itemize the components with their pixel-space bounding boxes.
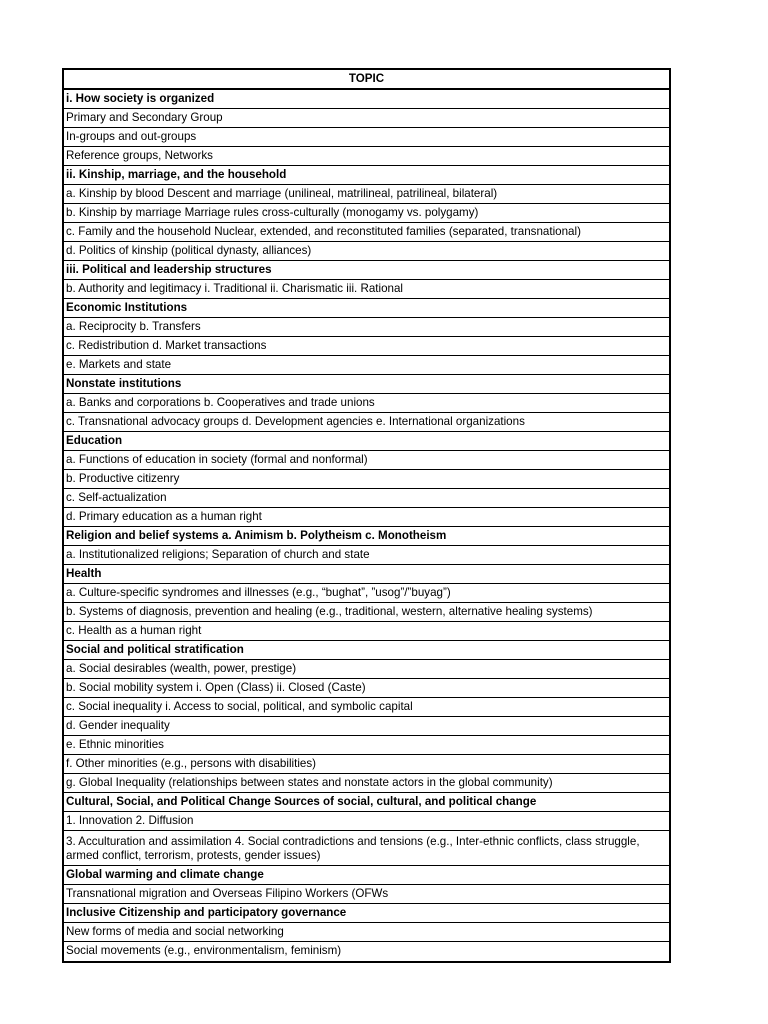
table-header-topic: TOPIC — [64, 70, 669, 90]
table-body — [64, 90, 669, 961]
table-row: b. Productive citizenry — [64, 470, 669, 489]
section-heading-row: iii. Political and leadership structures — [64, 261, 669, 280]
section-heading-row: Nonstate institutions — [64, 375, 669, 394]
table-row: d. Primary education as a human right — [64, 508, 669, 527]
table-row: e. Ethnic minorities — [64, 736, 669, 755]
table-row: a. Institutionalized religions; Separation of church and state — [64, 546, 669, 565]
section-heading-row: Social and political stratification — [64, 641, 669, 660]
table-row: a. Reciprocity b. Transfers — [64, 318, 669, 337]
section-heading-row: Economic Institutions — [64, 299, 669, 318]
table-row: d. Politics of kinship (political dynasty, alliances) — [64, 242, 669, 261]
table-row: b. Authority and legitimacy i. Traditional ii. Charismatic iii. Rational — [64, 280, 669, 299]
table-row: c. Transnational advocacy groups d. Development agencies e. International organizations — [64, 413, 669, 432]
section-heading-row: ii. Kinship, marriage, and the household — [64, 166, 669, 185]
table-row: Transnational migration and Overseas Filipino Workers (OFWs — [64, 885, 669, 904]
table-row: New forms of media and social networking — [64, 923, 669, 942]
table-row: c. Family and the household Nuclear, extended, and reconstituted families (separated, transnational) — [64, 223, 669, 242]
table-row: 1. Innovation 2. Diffusion — [64, 812, 669, 831]
table-row: c. Redistribution d. Market transactions — [64, 337, 669, 356]
section-heading-row: Global warming and climate change — [64, 866, 669, 885]
table-row: a. Culture-specific syndromes and illnesses (e.g., “bughat”, ”usog”/”buyag”) — [64, 584, 669, 603]
table-row: 3. Acculturation and assimilation 4. Social contradictions and tensions (e.g., Inter-ethnic conflicts, class struggle, armed conflict, terrorism, protests, gender issues) — [64, 831, 669, 866]
section-heading-row: i. How society is organized — [64, 90, 669, 109]
table-row: b. Social mobility system i. Open (Class) ii. Closed (Caste) — [64, 679, 669, 698]
section-heading-row: Health — [64, 565, 669, 584]
topic-table — [62, 68, 671, 963]
section-heading-row: Inclusive Citizenship and participatory governance — [64, 904, 669, 923]
table-row: e. Markets and state — [64, 356, 669, 375]
table-row: c. Health as a human right — [64, 622, 669, 641]
table-row: a. Kinship by blood Descent and marriage (unilineal, matrilineal, patrilineal, bilateral) — [64, 185, 669, 204]
table-row: a. Functions of education in society (formal and nonformal) — [64, 451, 669, 470]
table-row: b. Systems of diagnosis, prevention and healing (e.g., traditional, western, alternative healing systems) — [64, 603, 669, 622]
table-row: c. Self-actualization — [64, 489, 669, 508]
table-row: In-groups and out-groups — [64, 128, 669, 147]
table-row: a. Banks and corporations b. Cooperatives and trade unions — [64, 394, 669, 413]
table-row: f. Other minorities (e.g., persons with disabilities) — [64, 755, 669, 774]
table-row: Primary and Secondary Group — [64, 109, 669, 128]
section-heading-row: Religion and belief systems a. Animism b. Polytheism c. Monotheism — [64, 527, 669, 546]
table-row: Social movements (e.g., environmentalism, feminism) — [66, 944, 342, 957]
section-heading-row: Cultural, Social, and Political Change Sources of social, cultural, and political change — [64, 793, 669, 812]
section-heading-row: Education — [64, 432, 669, 451]
table-row: c. Social inequality i. Access to social, political, and symbolic capital — [64, 698, 669, 717]
table-row: Reference groups, Networks — [64, 147, 669, 166]
table-row: g. Global Inequality (relationships between states and nonstate actors in the global community) — [64, 774, 669, 793]
table-row: a. Social desirables (wealth, power, prestige) — [64, 660, 669, 679]
table-row: d. Gender inequality — [64, 717, 669, 736]
table-row: b. Kinship by marriage Marriage rules cross-culturally (monogamy vs. polygamy) — [64, 204, 669, 223]
